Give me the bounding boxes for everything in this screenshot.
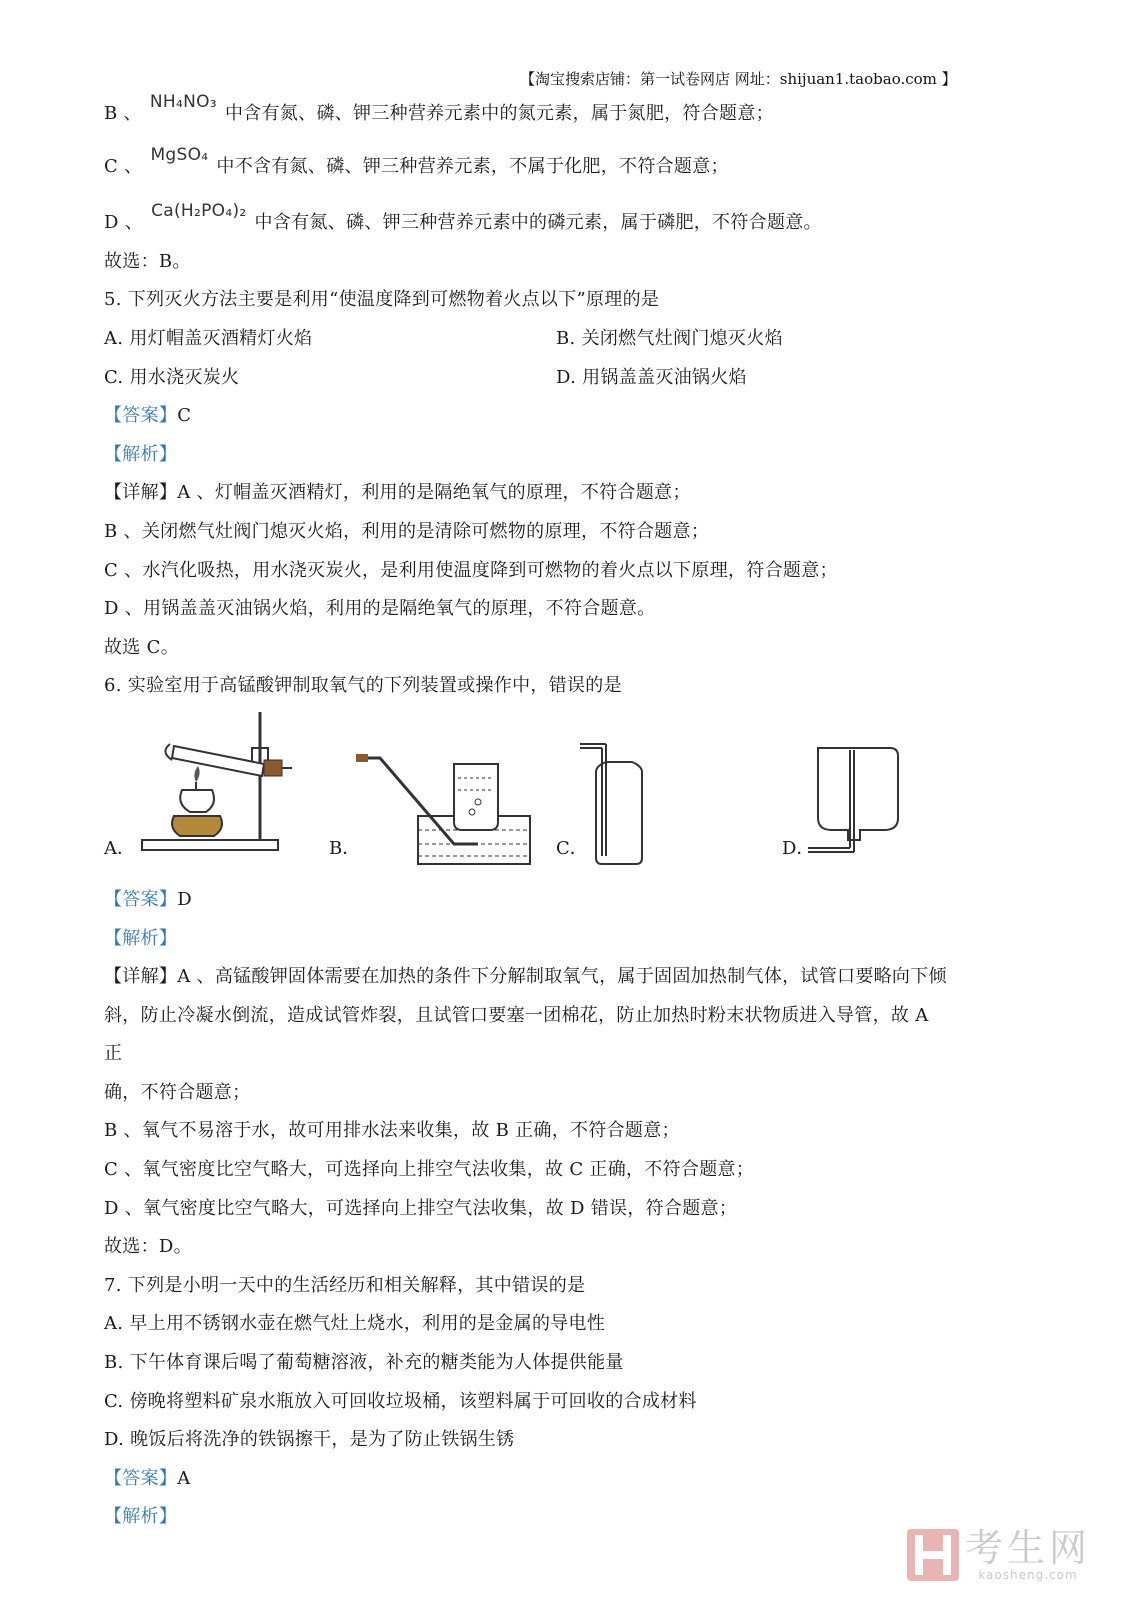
figure-b-label: B． bbox=[329, 837, 361, 859]
q6-detail-a-line1: 【详解】A 、高锰酸钾固体需要在加热的条件下分解制取氧气，属于固固加热制气体，试管口要略向下倾 bbox=[104, 966, 947, 988]
q5-options-row-1 bbox=[104, 320, 1024, 359]
q6-analysis bbox=[104, 920, 1024, 959]
analysis-tag: 【解析】 bbox=[104, 443, 178, 465]
analysis-tag: 【解析】 bbox=[104, 1506, 178, 1528]
q7-option-b: B. 下午体育课后喝了葡萄糖溶液，补充的糖类能为人体提供能量 bbox=[104, 1352, 624, 1374]
figure-d-downward-collection bbox=[804, 744, 914, 864]
q6-detail-b: B 、氧气不易溶于水，故可用排水法来收集，故 B 正确，不符合题意； bbox=[104, 1120, 680, 1142]
q6-detail-d: D 、氧气密度比空气略大，可选择向上排空气法收集，故 D 错误，符合题意； bbox=[104, 1197, 738, 1219]
watermark-en: kaosheng.com bbox=[978, 1568, 1078, 1582]
page-header: 【淘宝搜索店铺：第一试卷网店 网址：shijuan1.taobao.com 】 bbox=[520, 70, 957, 88]
q6-detail-c: C 、氧气密度比空气略大，可选择向上排空气法收集，故 C 正确，不符合题意； bbox=[104, 1159, 755, 1181]
watermark-cn: 考生网 bbox=[964, 1526, 1091, 1570]
q5-option-a: A. 用灯帽盖灭酒精灯火焰 bbox=[104, 327, 313, 349]
q6-answer: 【答案】D bbox=[104, 888, 192, 910]
q7-stem: 7. 下列是小明一天中的生活经历和相关解释，其中错误的是 bbox=[104, 1274, 586, 1296]
q6-conclusion: 故选：D。 bbox=[104, 1236, 192, 1258]
analysis-tag: 【解析】 bbox=[104, 927, 178, 949]
q5-stem: 5. 下列灭火方法主要是利用“使温度降到可燃物着火点以下”原理的是 bbox=[104, 289, 660, 311]
q5-option-d: D. 用锅盖盖灭油锅火焰 bbox=[556, 366, 747, 388]
detail-tag: 【详解】 bbox=[104, 482, 178, 504]
q5-detail-a: 【详解】A 、灯帽盖灭酒精灯，利用的是隔绝氧气的原理，不符合题意； bbox=[104, 482, 691, 504]
q6-detail-a-line2: 斜，防止冷凝水倒流，造成试管炸裂，且试管口要塞一团棉花，防止加热时粉末状物质进入导管，故 A bbox=[104, 1004, 929, 1026]
q6-detail-a-line3: 正 bbox=[104, 1043, 123, 1065]
figure-c-label: C． bbox=[556, 837, 588, 859]
q5-analysis bbox=[104, 436, 1024, 475]
kaosheng-logo-icon bbox=[907, 1529, 959, 1581]
figure-a-heating-apparatus bbox=[134, 708, 294, 858]
q7-option-d: D. 晚饭后将洗净的铁锅擦干，是为了防止铁锅生锈 bbox=[104, 1429, 515, 1451]
figure-b-water-collection bbox=[354, 744, 539, 869]
answer-tag: 【答案】 bbox=[104, 405, 178, 427]
formula-ca-h2po4-2: Ca(H₂PO₄)₂ bbox=[151, 201, 247, 222]
detail-tag: 【详解】 bbox=[104, 966, 178, 988]
q6-stem: 6. 实验室用于高锰酸钾制取氧气的下列装置或操作中，错误的是 bbox=[104, 675, 622, 697]
q5-options-row-2 bbox=[104, 359, 1024, 398]
figure-d-label: D． bbox=[782, 837, 815, 859]
document-body bbox=[104, 92, 1024, 1537]
q7-answer: 【答案】A bbox=[104, 1467, 191, 1489]
q4-option-c-explanation: C 、 MgSO₄ 中不含有氮、磷、钾三种营养元素，不属于化肥，不符合题意； bbox=[104, 144, 729, 177]
q4-option-b-explanation: B 、 NH₄NO₃ 中含有氮、磷、钾三种营养元素中的氮元素，属于氮肥，符合题意； bbox=[104, 92, 774, 124]
q5-conclusion: 故选 C。 bbox=[104, 636, 179, 658]
figure-a-label: A． bbox=[104, 837, 135, 859]
formula-nh4no3: NH₄NO₃ bbox=[149, 92, 217, 112]
q6-figures bbox=[104, 706, 1024, 881]
answer-tag: 【答案】 bbox=[104, 888, 178, 910]
q7-analysis bbox=[104, 1498, 1024, 1537]
q5-detail-b: B 、关闭燃气灶阀门熄灭火焰，利用的是清除可燃物的原理，不符合题意； bbox=[104, 520, 710, 542]
q5-detail-d: D 、用锅盖盖灭油锅火焰，利用的是隔绝氧气的原理，不符合题意。 bbox=[104, 598, 656, 620]
q7-option-a: A. 早上用不锈钢水壶在燃气灶上烧水，利用的是金属的导电性 bbox=[104, 1313, 606, 1335]
q7-option-c: C. 傍晚将塑料矿泉水瓶放入可回收垃圾桶，该塑料属于可回收的合成材料 bbox=[104, 1390, 697, 1412]
q6-detail-a-line4: 确，不符合题意； bbox=[104, 1081, 251, 1103]
q4-conclusion: 故选：B。 bbox=[104, 250, 191, 272]
watermark bbox=[907, 1528, 1091, 1582]
q5-answer: 【答案】C bbox=[104, 405, 192, 427]
formula-mgso4: MgSO₄ bbox=[150, 144, 209, 165]
q5-detail-c: C 、水汽化吸热，用水浇灭炭火，是利用使温度降到可燃物的着火点以下原理，符合题意； bbox=[104, 559, 838, 581]
q5-option-b: B. 关闭燃气灶阀门熄灭火焰 bbox=[556, 327, 783, 349]
q4-option-d-explanation: D 、 Ca(H₂PO₄)₂ 中含有氮、磷、钾三种营养元素中的磷元素，属于磷肥，不符合题意。 bbox=[104, 201, 822, 234]
answer-tag: 【答案】 bbox=[104, 1467, 178, 1489]
q5-option-c: C. 用水浇灭炭火 bbox=[104, 366, 240, 388]
